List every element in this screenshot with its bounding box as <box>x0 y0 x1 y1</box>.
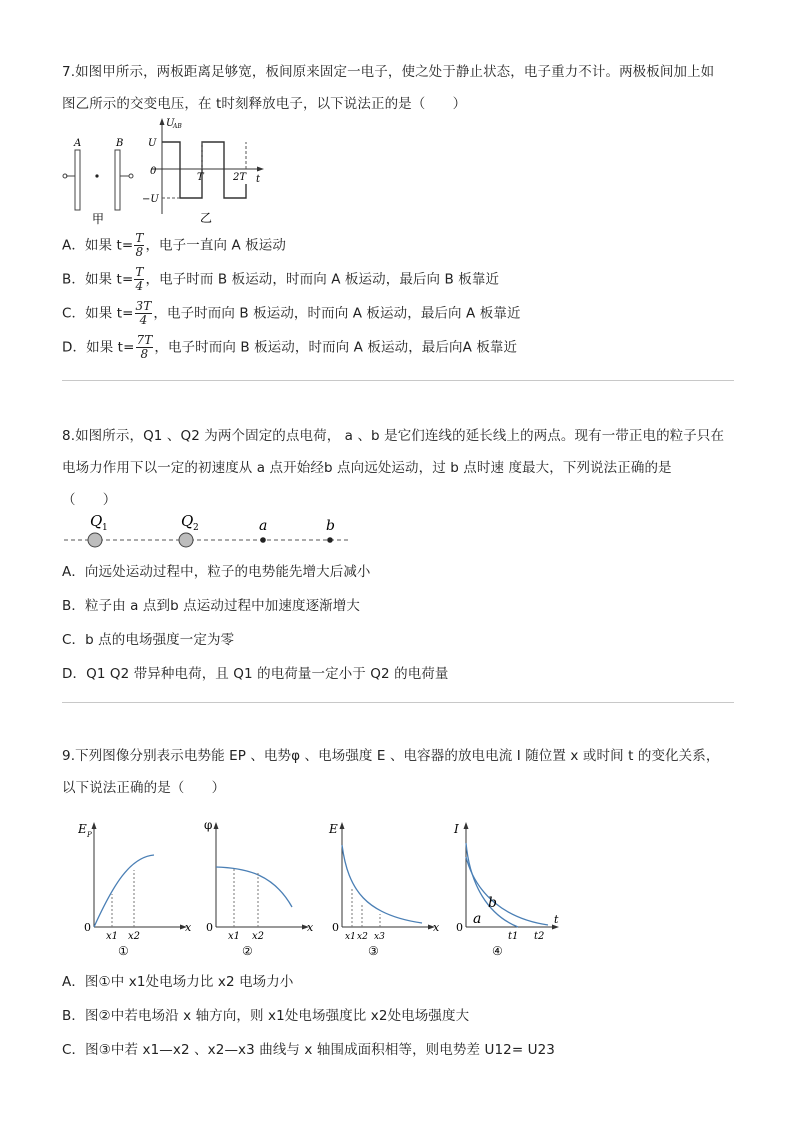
charge-Q2 <box>179 533 193 547</box>
q8-option-a: A．向远处运动过程中，粒子的电势能先增大后减小 <box>62 564 371 580</box>
q9-option-c: C．图③中若 x1—x2 、x2—x3 曲线与 x 轴围成面积相等，则电势差 U12= U23 <box>62 1042 555 1058</box>
ylabel-sub: AB <box>173 123 182 130</box>
q8-stem-line2: 电场力作用下以一定的初速度从 a 点开始经b 点向远处运动，过 b 点时速 度最大，下列说法正确的是 <box>62 460 672 476</box>
tick-2T: 2T <box>233 172 247 183</box>
fraction: $\frac{T}{8}$ <box>135 231 144 259</box>
caption: ③ <box>368 944 379 958</box>
tick: x1 <box>345 932 356 942</box>
origin: 0 <box>206 921 213 934</box>
tick-U: U <box>148 138 157 149</box>
tick: x1 <box>106 931 119 942</box>
curve-label-a: a <box>473 911 482 927</box>
q8-option-b: B．粒子由 a 点到b 点运动过程中加速度逐渐增大 <box>62 598 360 614</box>
divider <box>62 702 734 703</box>
tick: x2 <box>357 932 368 942</box>
caption-jia: 甲 <box>92 212 105 226</box>
q9-stem-line1: 9.下列图像分别表示电势能 EP 、电势φ 、电场强度 E 、电容器的放电电流 I 随位置 x 或时间 t 的变化关系， <box>62 748 720 764</box>
xlabel: x <box>185 921 192 934</box>
curve <box>216 867 292 907</box>
label-B: B <box>116 138 124 149</box>
square-wave <box>162 142 246 198</box>
q7-option-a: A．如果 t= $\frac{T}{8}$ ，电子一直向 A 板运动 <box>62 231 286 259</box>
ylabel-sub: P <box>87 831 92 839</box>
point-b <box>327 537 333 543</box>
xlabel: x <box>307 921 314 934</box>
q7-figure-jia <box>60 132 140 227</box>
q9-graph-4 <box>450 815 570 963</box>
q7-option-b: B．如果 t= $\frac{T}{4}$ ，电子时而 B 板运动，时而向 A 板运动，最后向 B 板靠近 <box>62 265 500 293</box>
label-Q1: Q <box>90 512 103 530</box>
ylabel: I <box>454 822 459 836</box>
label-A: A <box>74 138 82 149</box>
q7-stem-line1: 7.如图甲所示，两板距离足够宽，板间原来固定一电子，使之处于静止状态，电子重力不计。两极板间加上如 <box>62 64 715 80</box>
label-Q1-sub: 1 <box>102 523 108 533</box>
q8-stem-line3: （ ） <box>62 492 117 508</box>
caption: ② <box>242 944 253 958</box>
xlabel-t: t <box>256 174 261 185</box>
ylabel: φ <box>204 818 213 832</box>
tick: x3 <box>374 932 385 942</box>
label-Q2-sub: 2 <box>193 523 199 533</box>
divider <box>62 380 734 381</box>
q7-stem-line2: 图乙所示的交变电压，在 t时刻释放电子，以下说法正的是（ ） <box>62 96 467 112</box>
q8-option-c: C．b 点的电场强度一定为零 <box>62 632 235 648</box>
q9-graph-1 <box>78 815 198 963</box>
label-b: b <box>326 518 335 534</box>
fraction: $\frac{T}{4}$ <box>135 265 144 293</box>
tick-negU: −U <box>142 194 159 205</box>
ylabel: E <box>78 822 87 836</box>
origin: 0 <box>84 921 91 934</box>
q7-option-c: C．如果 t= $\frac{3T}{4}$ ，电子时而向 B 板运动，时而向 A 板运动，最后向 A 板靠近 <box>62 299 521 327</box>
q8-figure <box>62 508 352 550</box>
q8-stem-line1: 8.如图所示，Q1 、Q2 为两个固定的点电荷， a 、b 是它们连线的延长线上的两点。现有一带正电的粒子只在 <box>62 428 725 444</box>
plate-A <box>75 150 80 210</box>
xlabel: x <box>433 921 440 934</box>
fraction: $\frac{3T}{4}$ <box>135 299 152 327</box>
ylabel-U: U <box>166 118 175 129</box>
q9-graph-2 <box>200 815 320 963</box>
label-a: a <box>259 518 268 534</box>
caption-yi: 乙 <box>200 211 213 225</box>
caption: ① <box>118 944 129 958</box>
point-a <box>260 537 266 543</box>
curve <box>94 855 154 927</box>
plate-B <box>115 150 120 210</box>
q7-figure-yi <box>140 114 270 226</box>
tick: t2 <box>534 931 545 942</box>
tick: x1 <box>228 931 241 942</box>
caption: ④ <box>492 944 503 958</box>
tick: x2 <box>128 931 141 942</box>
ylabel: E <box>329 822 338 836</box>
origin: 0 <box>456 921 463 934</box>
xlabel: t <box>554 913 559 926</box>
fraction: $\frac{7T}{8}$ <box>136 333 153 361</box>
charge-Q1 <box>88 533 102 547</box>
tick: t1 <box>508 931 519 942</box>
q7-option-d: D．如果 t= $\frac{7T}{8}$ ，电子时而向 B 板运动，时而向 A 板运动，最后向A 板靠近 <box>62 333 518 361</box>
q9-graph-3 <box>326 815 446 963</box>
curve-label-b: b <box>488 895 497 911</box>
q9-stem-line2: 以下说法正确的是（ ） <box>62 780 226 796</box>
origin: 0 <box>332 921 339 934</box>
tick-T: T <box>197 172 204 183</box>
q9-option-a: A．图①中 x1处电场力比 x2 电场力小 <box>62 974 294 990</box>
tick-0: 0 <box>150 166 157 177</box>
curve <box>342 845 422 923</box>
q9-option-b: B．图②中若电场沿 x 轴方向，则 x1处电场强度比 x2处电场强度大 <box>62 1008 470 1024</box>
q8-option-d: D．Q1 Q2 带异种电荷，且 Q1 的电荷量一定小于 Q2 的电荷量 <box>62 666 449 682</box>
label-Q2: Q <box>181 512 194 530</box>
electron-dot <box>95 174 98 177</box>
tick: x2 <box>252 931 265 942</box>
